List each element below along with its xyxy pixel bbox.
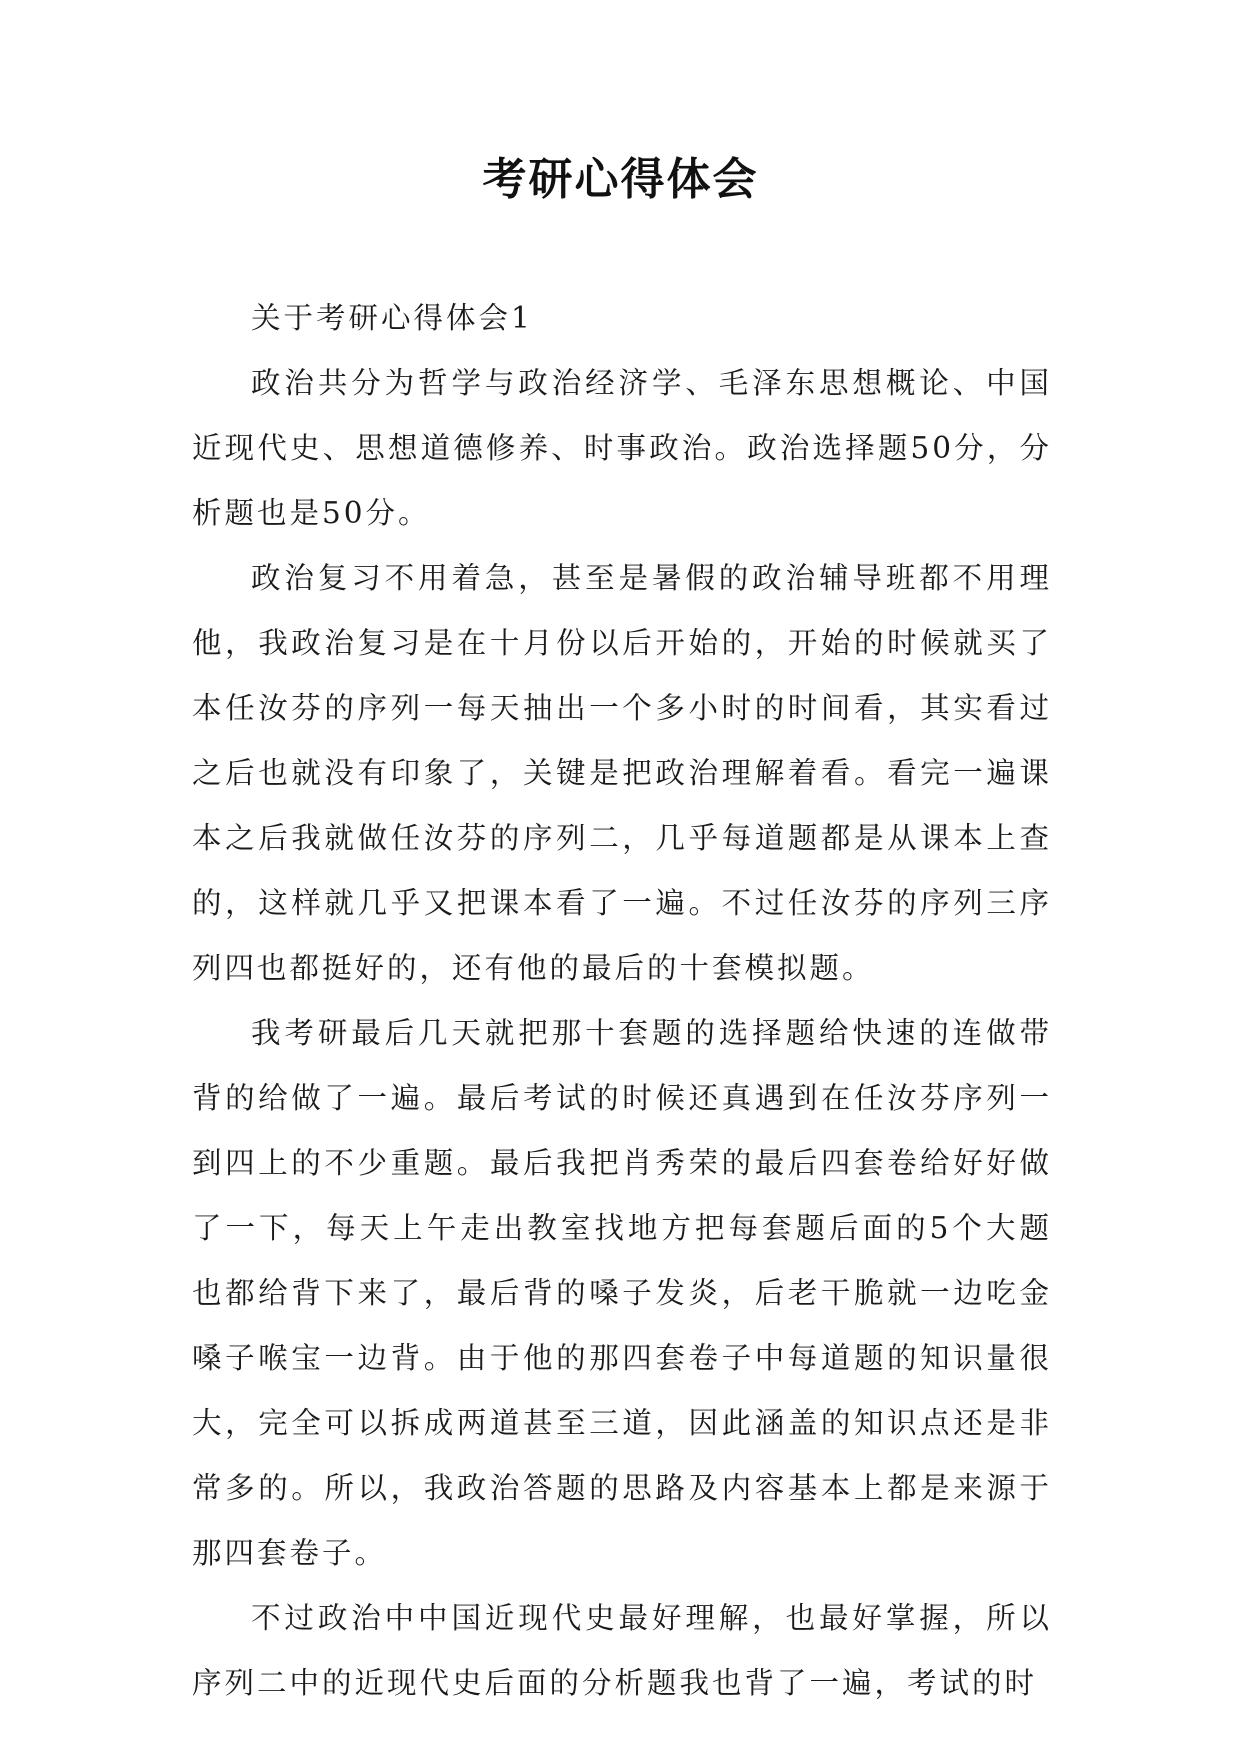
paragraph: 我考研最后几天就把那十套题的选择题给快速的连做带背的给做了一遍。最后考试的时候还真遇到在任汝芬序列一到四上的不少重题。最后我把肖秀荣的最后四套卷给好好做了一下，每天上午走出教室找地方把每套题后面的5个大题也都给背下来了，最后背的嗓子发炎，后老干脆就一边吃金嗓子喉宝一边背。由于他的那四套卷子中每道题的知识量很大，完全可以拆成两道甚至三道，因此涵盖的知识点还是非常多的。所以，我政治答题的思路及内容基本上都是来源于那四套卷子。: [192, 1016, 1052, 1570]
section-heading: 关于考研心得体会1: [251, 301, 533, 335]
paragraph: 政治共分为哲学与政治经济学、毛泽东思想概论、中国近现代史、思想道德修养、时事政治。政治选择题50分，分析题也是50分。: [192, 366, 1052, 530]
document-body: [192, 286, 1052, 1716]
paragraph: 政治复习不用着急，甚至是暑假的政治辅导班都不用理他，我政治复习是在十月份以后开始的，开始的时候就买了本任汝芬的序列一每天抽出一个多小时的时间看，其实看过之后也就没有印象了，关键是把政治理解着看。看完一遍课本之后我就做任汝芬的序列二，几乎每道题都是从课本上查的，这样就几乎又把课本看了一遍。不过任汝芬的序列三序列四也都挺好的，还有他的最后的十套模拟题。: [192, 561, 1052, 985]
paragraph: 不过政治中中国近现代史最好理解，也最好掌握，所以序列二中的近现代史后面的分析题我也背了一遍，考试的时: [192, 1601, 1052, 1700]
page-title: 考研心得体会: [482, 154, 759, 205]
